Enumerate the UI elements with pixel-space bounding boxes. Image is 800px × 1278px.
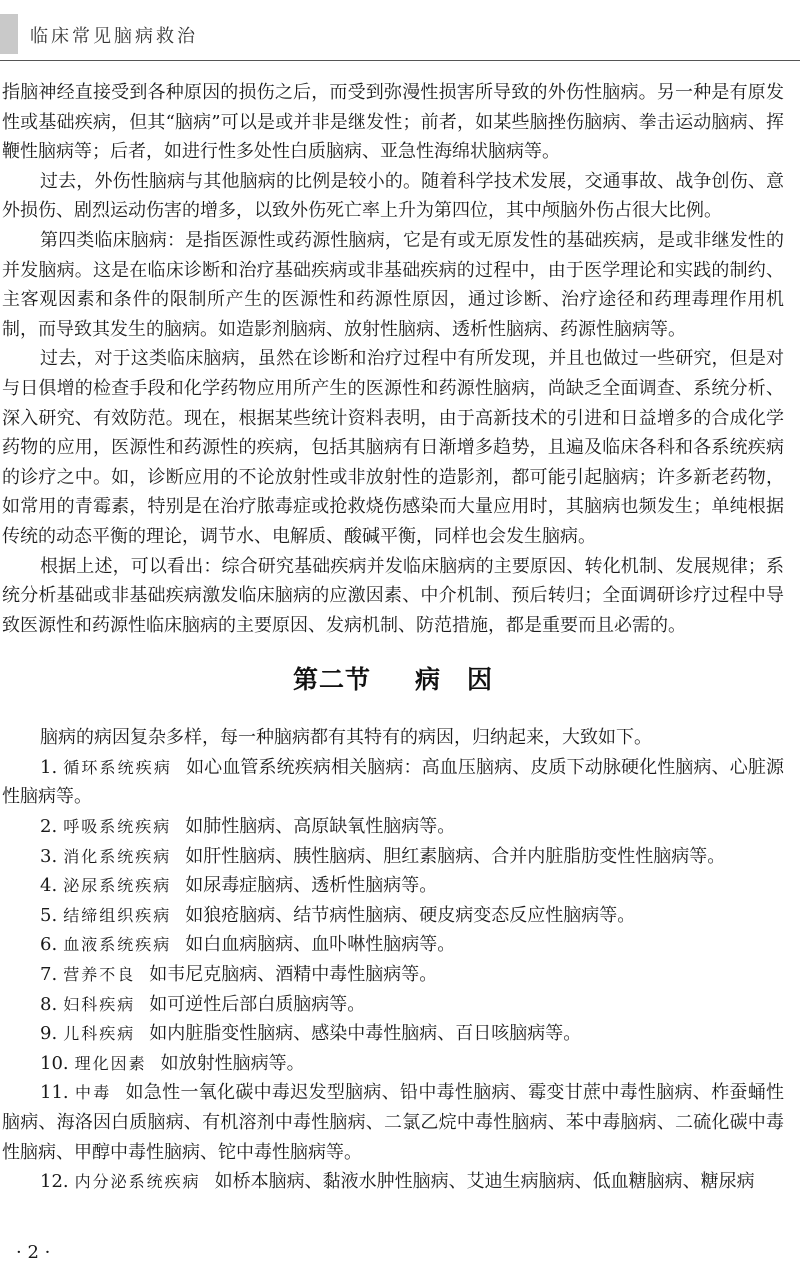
list-item: [2, 1019, 784, 1049]
item-category: 儿科疾病: [63, 1024, 136, 1044]
item-category: 泌尿系统疾病: [63, 876, 172, 896]
item-category: 妇科疾病: [63, 994, 136, 1014]
item-text: 如心血管系统疾病相关脑病：高血压脑病、皮质下动脉硬化性脑病、心脏源性脑病等。: [2, 756, 784, 808]
list-item: [2, 960, 784, 990]
list-item: [2, 901, 784, 931]
item-category: 呼吸系统疾病: [63, 817, 172, 837]
list-item: [2, 1049, 784, 1079]
item-number: 11.: [40, 1082, 69, 1104]
item-category: 营养不良: [63, 965, 136, 985]
header-marker-bar: [0, 14, 18, 54]
body-paragraph: 过去，外伤性脑病与其他脑病的比例是较小的。随着科学技术发展，交通事故、战争创伤、意外损伤、剧烈运动伤害的增多，以致外伤死亡率上升为第四位，其中颅脑外伤占很大比例。: [2, 170, 784, 222]
body-paragraph: 根据上述，可以看出：综合研究基础疾病并发临床脑病的主要原因、转化机制、发展规律；系统分析基础或非基础疾病激发临床脑病的应激因素、中介机制、预后转归；全面调研诊疗过程中导致医源性和药源性临床脑病的主要原因、发病机制、防范措施，都是重要而且必需的。: [2, 555, 784, 636]
item-text: 如内脏脂变性脑病、感染中毒性脑病、百日咳脑病等。: [149, 1023, 582, 1045]
body-paragraph: 第四类临床脑病：是指医源性或药源性脑病，它是有或无原发性的基础疾病，是或非继发性的并发脑病。这是在临床诊断和治疗基础疾病或非基础疾病的过程中，由于医学理论和实践的制约、主客观因素和条件的限制所产生的医源性和药源性原因，通过诊断、治疗途径和药理毒理作用机制，而导致其发生的脑病。如造影剂脑病、放射性脑病、透析性脑病、药源性脑病等。: [2, 229, 784, 340]
item-number: 2.: [40, 816, 58, 838]
page-number: · 2 ·: [16, 1242, 51, 1263]
section-title: 病 因: [415, 665, 494, 695]
item-text: 如狼疮脑病、结节病性脑病、硬皮病变态反应性脑病等。: [185, 904, 636, 926]
item-text: 如韦尼克脑病、酒精中毒性脑病等。: [149, 964, 438, 986]
item-number: 3.: [40, 845, 58, 867]
item-category: 内分泌系统疾病: [74, 1172, 201, 1192]
item-number: 5.: [40, 904, 58, 926]
list-item: [2, 1167, 784, 1197]
item-category: 消化系统疾病: [63, 846, 172, 866]
body-paragraph: 指脑神经直接受到各种原因的损伤之后，而受到弥漫性损害所导致的外伤性脑病。另一种是有原发性或基础疾病，但其“脑病”可以是或并非是继发性；前者，如某些脑挫伤脑病、拳击运动脑病、挥鞭性脑病等；后者，如进行性多处性白质脑病、亚急性海绵状脑病等。: [2, 82, 784, 163]
item-text: 如尿毒症脑病、透析性脑病等。: [185, 875, 438, 897]
list-item: [2, 990, 784, 1020]
item-text: 如肺性脑病、高原缺氧性脑病等。: [185, 816, 456, 838]
list-item: [2, 871, 784, 901]
item-category: 血液系统疾病: [63, 935, 172, 955]
item-category: 循环系统疾病: [63, 757, 173, 777]
item-number: 1.: [40, 756, 58, 778]
cause-list: [2, 753, 784, 1197]
item-number: 4.: [40, 875, 58, 897]
section-intro: 脑病的病因复杂多样，每一种脑病都有其特有的病因，归纳起来，大致如下。: [40, 727, 652, 749]
book-title: 临床常见脑病救治: [30, 26, 198, 47]
section-heading: [2, 663, 784, 697]
list-item: [2, 1078, 784, 1167]
item-number: 9.: [40, 1023, 58, 1045]
body-paragraph: 过去，对于这类临床脑病，虽然在诊断和治疗过程中有所发现，并且也做过一些研究，但是对与日俱增的检查手段和化学药物应用所产生的医源性和药源性脑病，尚缺乏全面调查、系统分析、深入研究、有效防范。现在，根据某些统计资料表明，由于高新技术的引进和日益增多的合成化学药物的应用，医源性和药源性的疾病，包括其脑病有日渐增多趋势，且遍及临床各科和各系统疾病的诊疗之中。如，诊断应用的不论放射性或非放射性的造影剂，都可能引起脑病；许多新老药物，如常用的青霉素，特别是在治疗脓毒症或抢救烧伤感染而大量应用时，其脑病也频发生；单纯根据传统的动态平衡的理论，调节水、电解质、酸碱平衡，同样也会发生脑病。: [2, 348, 784, 547]
item-category: 理化因素: [74, 1053, 147, 1073]
list-item: [2, 812, 784, 842]
list-item: [2, 753, 784, 812]
header-divider: [0, 60, 800, 61]
page-body: [2, 78, 784, 1197]
item-category: 结缔组织疾病: [63, 905, 172, 925]
item-number: 6.: [40, 934, 58, 956]
item-text: 如可逆性后部白质脑病等。: [149, 993, 366, 1015]
list-item: [2, 842, 784, 872]
item-text: 如白血病脑病、血卟啉性脑病等。: [185, 934, 456, 956]
item-text: 如放射性脑病等。: [160, 1052, 305, 1074]
item-text: 如肝性脑病、胰性脑病、胆红素脑病、合并内脏脂肪变性性脑病等。: [185, 845, 726, 867]
item-text: 如桥本脑病、黏液水肿性脑病、艾迪生病脑病、低血糖脑病、糖尿病: [214, 1171, 755, 1193]
list-item: [2, 930, 784, 960]
item-number: 8.: [40, 993, 58, 1015]
item-category: 中毒: [74, 1083, 112, 1103]
running-header: [0, 14, 800, 60]
item-number: 10.: [40, 1052, 69, 1074]
item-text: 如急性一氧化碳中毒迟发型脑病、铅中毒性脑病、霉变甘蔗中毒性脑病、柞蚕蛹性脑病、海洛因白质脑病、有机溶剂中毒性脑病、二氯乙烷中毒性脑病、苯中毒脑病、二硫化碳中毒性脑病、甲醇中毒性脑病、铊中毒性脑病等。: [2, 1082, 784, 1163]
item-number: 12.: [40, 1171, 69, 1193]
item-number: 7.: [40, 964, 58, 986]
section-number: 第二节: [292, 665, 371, 695]
